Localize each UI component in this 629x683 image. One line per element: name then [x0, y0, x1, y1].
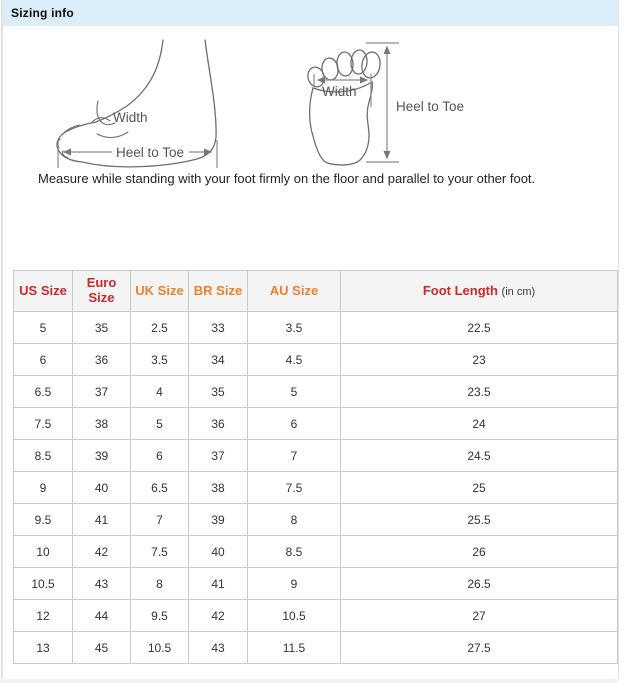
table-cell: 44	[73, 600, 131, 632]
table-cell: 5	[14, 312, 73, 344]
table-cell: 6.5	[14, 376, 73, 408]
table-cell: 38	[73, 408, 131, 440]
table-cell: 13	[14, 632, 73, 664]
table-cell: 9.5	[14, 504, 73, 536]
table-cell: 38	[189, 472, 248, 504]
top-view-foot	[306, 49, 382, 165]
table-cell: 40	[73, 472, 131, 504]
table-cell: 25.5	[341, 504, 618, 536]
table-row	[14, 568, 618, 600]
col-header-euro-size: Euro Size	[73, 271, 131, 312]
table-cell: 27	[341, 600, 618, 632]
top-width-label: Width	[322, 84, 357, 99]
col-header-uk-size: UK Size	[131, 271, 189, 312]
table-row	[14, 472, 618, 504]
panel-title: Sizing info	[11, 6, 74, 20]
table-cell: 6	[14, 344, 73, 376]
panel-bottom-border	[0, 679, 619, 683]
table-cell: 36	[189, 408, 248, 440]
measure-instruction: Measure while standing with your foot firmly on the floor and parallel to your other foot.	[38, 171, 536, 186]
side-width-label: Width	[113, 110, 148, 125]
top-view-measures	[314, 43, 399, 162]
table-cell: 12	[14, 600, 73, 632]
table-header-row	[14, 271, 618, 312]
table-cell: 8	[248, 504, 341, 536]
table-row	[14, 600, 618, 632]
table-cell: 8.5	[14, 440, 73, 472]
table-cell: 11.5	[248, 632, 341, 664]
table-cell: 7.5	[131, 536, 189, 568]
table-cell: 7	[248, 440, 341, 472]
table-cell: 7.5	[14, 408, 73, 440]
table-cell: 7.5	[248, 472, 341, 504]
table-cell: 5	[131, 408, 189, 440]
table-row	[14, 440, 618, 472]
table-cell: 41	[189, 568, 248, 600]
table-cell: 5	[248, 376, 341, 408]
table-row	[14, 632, 618, 664]
table-cell: 42	[189, 600, 248, 632]
table-cell: 6.5	[131, 472, 189, 504]
table-cell: 41	[73, 504, 131, 536]
table-cell: 8	[131, 568, 189, 600]
side-foot-ball-arc	[97, 132, 128, 138]
table-cell: 3.5	[248, 312, 341, 344]
table-cell: 25	[341, 472, 618, 504]
table-cell: 26	[341, 536, 618, 568]
table-row	[14, 376, 618, 408]
table-cell: 9	[14, 472, 73, 504]
col-header-us-size: US Size	[14, 271, 73, 312]
table-row	[14, 408, 618, 440]
table-cell: 23	[341, 344, 618, 376]
col-header-br-size: BR Size	[189, 271, 248, 312]
table-cell: 3.5	[131, 344, 189, 376]
table-cell: 7	[131, 504, 189, 536]
table-cell: 6	[248, 408, 341, 440]
table-cell: 4	[131, 376, 189, 408]
table-cell: 37	[189, 440, 248, 472]
table-cell: 40	[189, 536, 248, 568]
table-cell: 27.5	[341, 632, 618, 664]
table-cell: 35	[189, 376, 248, 408]
table-cell: 10.5	[248, 600, 341, 632]
table-cell: 24.5	[341, 440, 618, 472]
size-chart-body	[14, 312, 618, 664]
panel-header	[3, 0, 618, 26]
table-cell: 26.5	[341, 568, 618, 600]
table-cell: 33	[189, 312, 248, 344]
table-cell: 39	[73, 440, 131, 472]
table-cell: 2.5	[131, 312, 189, 344]
table-cell: 34	[189, 344, 248, 376]
table-cell: 43	[189, 632, 248, 664]
table-cell: 39	[189, 504, 248, 536]
table-cell: 45	[73, 632, 131, 664]
table-row	[14, 504, 618, 536]
table-cell: 4.5	[248, 344, 341, 376]
table-cell: 23.5	[341, 376, 618, 408]
foot-length-label: Foot Length	[422, 282, 498, 298]
col-header-foot-length	[341, 271, 618, 312]
table-cell: 10.5	[14, 568, 73, 600]
top-length-label: Heel to Toe	[396, 99, 465, 114]
table-cell: 37	[73, 376, 131, 408]
table-cell: 43	[73, 568, 131, 600]
foot-measurement-diagram	[0, 30, 629, 172]
table-cell: 22.5	[341, 312, 618, 344]
table-cell: 36	[73, 344, 131, 376]
size-chart-table	[13, 270, 618, 664]
table-cell: 9.5	[131, 600, 189, 632]
col-header-au-size: AU Size	[248, 271, 341, 312]
table-row	[14, 536, 618, 568]
table-cell: 9	[248, 568, 341, 600]
table-cell: 10.5	[131, 632, 189, 664]
table-cell: 24	[341, 408, 618, 440]
foot-length-unit: (in cm)	[501, 285, 536, 298]
table-cell: 8.5	[248, 536, 341, 568]
table-cell: 35	[73, 312, 131, 344]
table-cell: 10	[14, 536, 73, 568]
table-cell: 42	[73, 536, 131, 568]
table-cell: 6	[131, 440, 189, 472]
table-row	[14, 312, 618, 344]
side-length-label: Heel to Toe	[115, 145, 185, 160]
table-row	[14, 344, 618, 376]
